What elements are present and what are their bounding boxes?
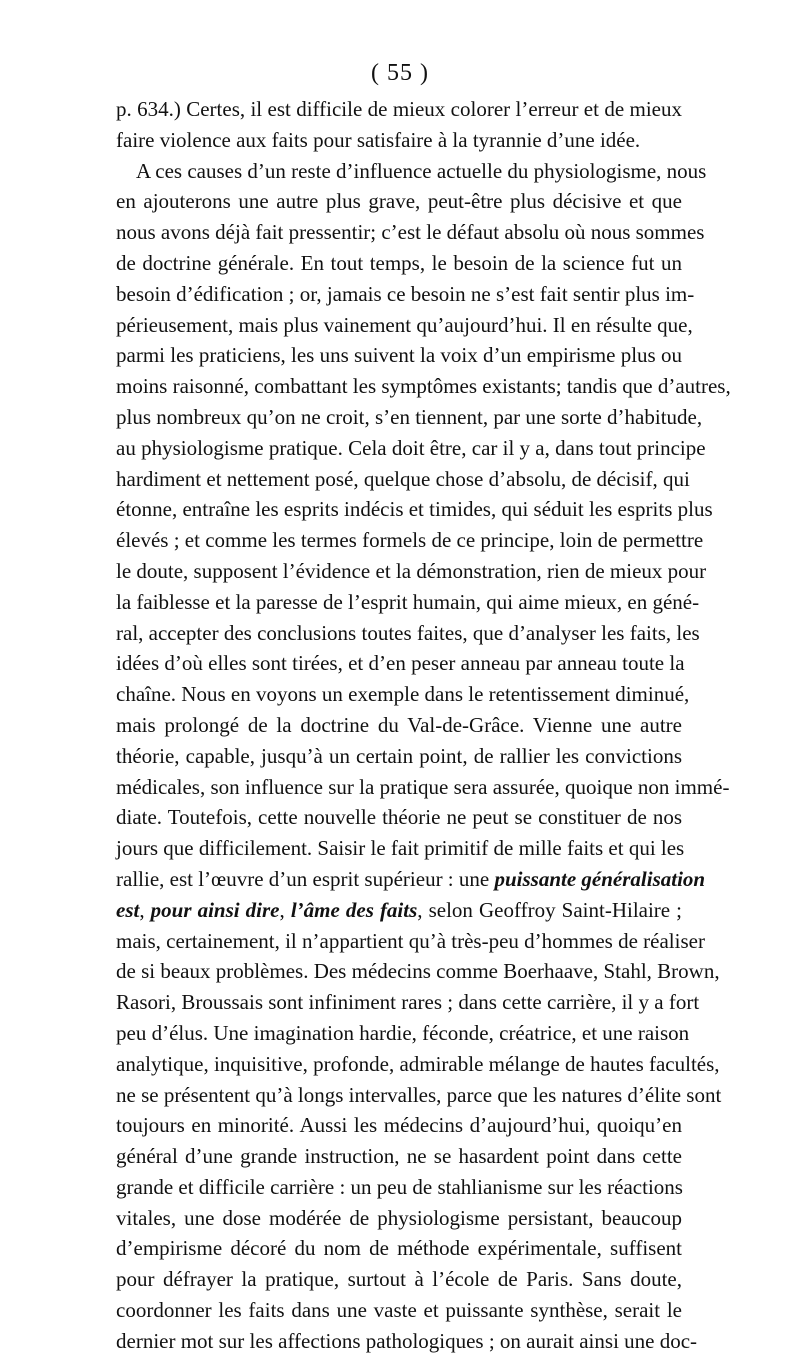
page-number: ( 55 ) [371, 60, 429, 86]
text-segment: , [279, 897, 291, 922]
text-segment: , [139, 897, 151, 922]
text-segment: p. 634.) Certes, il est difficile de mieux colorer l’erreur et de mieux [116, 97, 682, 121]
text-segment: hardiment et nettement posé, quelque chose d’absolu, de décisif, qui [116, 466, 690, 491]
text-line [116, 648, 685, 679]
text-line [116, 310, 693, 341]
text-segment: en ajouterons une autre plus grave, peut-être plus décisive et que [116, 189, 682, 214]
text-segment: diate. Toutefois, cette nouvelle théorie ne peut se constituer de nos [116, 805, 682, 830]
text-line [116, 340, 682, 371]
emphasized-text: est [116, 897, 140, 922]
text-segment: chaîne. Nous en voyons un exemple dans le retentissement diminué, [116, 682, 690, 707]
text-line [116, 525, 704, 556]
text-segment: rallie, est l’œuvre d’un esprit supérieur : une [116, 866, 495, 891]
text-line [116, 1018, 690, 1049]
text-segment: peu d’élus. Une imagination hardie, féconde, créatrice, et une raison [116, 1020, 690, 1045]
text-segment: ral, accepter des conclusions toutes faites, que d’analyser les faits, les [116, 620, 700, 645]
emphasized-text: puissante généralisation [494, 866, 706, 891]
text-segment: coordonner les faits dans une vaste et puissante synthèse, serait le [116, 1298, 682, 1323]
text-segment: analytique, inquisitive, profonde, admirable mélange de hautes facultés, [116, 1051, 720, 1076]
body-text [116, 94, 731, 1357]
text-segment: de si beaux problèmes. Des médecins comme Boerhaave, Stahl, Brown, [116, 959, 720, 984]
text-line [116, 679, 690, 710]
text-segment: Rasori, Broussais sont infiniment rares ; dans cette carrière, il y a fort [116, 990, 700, 1015]
text-line [116, 1264, 682, 1295]
text-segment: nous avons déjà fait pressentir; c’est le défaut absolu où nous sommes [116, 220, 705, 245]
text-line [116, 248, 682, 279]
text-segment: vitales, une dose modérée de physiologisme persistant, beaucoup [116, 1205, 682, 1230]
text-segment: général d’une grande instruction, ne se hasardent point dans cette [116, 1144, 682, 1169]
text-line [116, 217, 705, 248]
text-segment: d’empirisme décoré du nom de méthode expérimentale, suffisent [116, 1236, 682, 1261]
text-line [116, 1203, 682, 1234]
text-line [116, 618, 700, 649]
text-line [116, 1172, 682, 1203]
text-line [116, 186, 682, 217]
text-segment: mais prolongé de la doctrine du Val-de-Grâce. Vienne une autre [116, 712, 682, 737]
text-line [116, 279, 695, 310]
text-line [116, 402, 703, 433]
text-line [116, 1326, 698, 1357]
text-segment: faire violence aux faits pour satisfaire à la tyrannie d’une idée. [116, 127, 641, 152]
text-line [116, 94, 682, 125]
text-segment: moins raisonné, combattant les symptômes existants; tandis que d’autres, [116, 374, 731, 399]
text-line [116, 1295, 682, 1326]
text-segment: médicales, son influence sur la pratique sera assurée, quoique non immé- [116, 774, 730, 799]
text-line [116, 987, 700, 1018]
text-segment: mais, certainement, il n’appartient qu’à très-peu d’hommes de réaliser [116, 928, 705, 953]
text-segment: le doute, supposent l’évidence et la démonstration, rien de mieux pour [116, 558, 707, 583]
text-segment: plus nombreux qu’on ne croit, s’en tiennent, par une sorte d’habitude, [116, 404, 703, 429]
text-segment: grande et difficile carrière : un peu de stahlianisme sur les réactions [116, 1174, 683, 1199]
text-segment: A ces causes d’un reste d’influence actuelle du physiologisme, nous [136, 158, 707, 183]
text-segment: , selon Geoffroy Saint-Hilaire ; [417, 897, 683, 922]
text-segment: la faiblesse et la paresse de l’esprit humain, qui aime mieux, en géné- [116, 589, 700, 614]
text-segment: idées d’où elles sont tirées, et d’en peser anneau par anneau toute la [116, 651, 685, 676]
text-line [116, 1233, 682, 1264]
text-segment: besoin d’édification ; or, jamais ce besoin ne s’est fait sentir plus im- [116, 281, 695, 306]
emphasized-text: l’âme des faits [290, 897, 418, 922]
text-line [116, 587, 700, 618]
text-line [116, 956, 720, 987]
text-line [116, 556, 707, 587]
text-segment: de doctrine générale. En tout temps, le besoin de la science fut un [116, 250, 682, 275]
text-line [116, 833, 685, 864]
text-line [116, 464, 690, 495]
text-line [116, 1049, 720, 1080]
text-line [116, 802, 682, 833]
text-line [116, 1080, 722, 1111]
text-line [116, 710, 682, 741]
text-segment: parmi les praticiens, les uns suivent la voix d’un empirisme plus ou [116, 343, 682, 368]
emphasized-text: pour ainsi dire [150, 897, 280, 922]
text-line [116, 772, 730, 803]
text-line [116, 494, 713, 525]
text-segment: ne se présentent qu’à longs intervalles, parce que les natures d’élite sont [116, 1082, 722, 1107]
text-segment: étonne, entraîne les esprits indécis et timides, qui séduit les esprits plus [116, 497, 713, 522]
text-line [116, 926, 705, 957]
text-line [116, 864, 706, 895]
text-segment: élevés ; et comme les termes formels de ce principe, loin de permettre [116, 528, 704, 553]
text-line [116, 1141, 682, 1172]
text-line [116, 371, 731, 402]
text-line [116, 1110, 682, 1141]
text-line [116, 156, 707, 187]
text-segment: dernier mot sur les affections pathologiques ; on aurait ainsi une doc- [116, 1328, 698, 1353]
text-segment: toujours en minorité. Aussi les médecins d’aujourd’hui, quoiqu’en [116, 1113, 682, 1138]
text-line [116, 433, 706, 464]
text-line [116, 741, 682, 772]
text-segment: théorie, capable, jusqu’à un certain point, de rallier les convictions [116, 743, 682, 768]
text-line [116, 125, 682, 156]
text-line [116, 895, 682, 926]
text-segment: périeusement, mais plus vainement qu’aujourd’hui. Il en résulte que, [116, 312, 693, 337]
text-segment: au physiologisme pratique. Cela doit être, car il y a, dans tout principe [116, 435, 706, 460]
text-segment: jours que difficilement. Saisir le fait primitif de mille faits et qui les [116, 836, 685, 861]
text-segment: pour défrayer la pratique, surtout à l’école de Paris. Sans doute, [116, 1267, 682, 1292]
